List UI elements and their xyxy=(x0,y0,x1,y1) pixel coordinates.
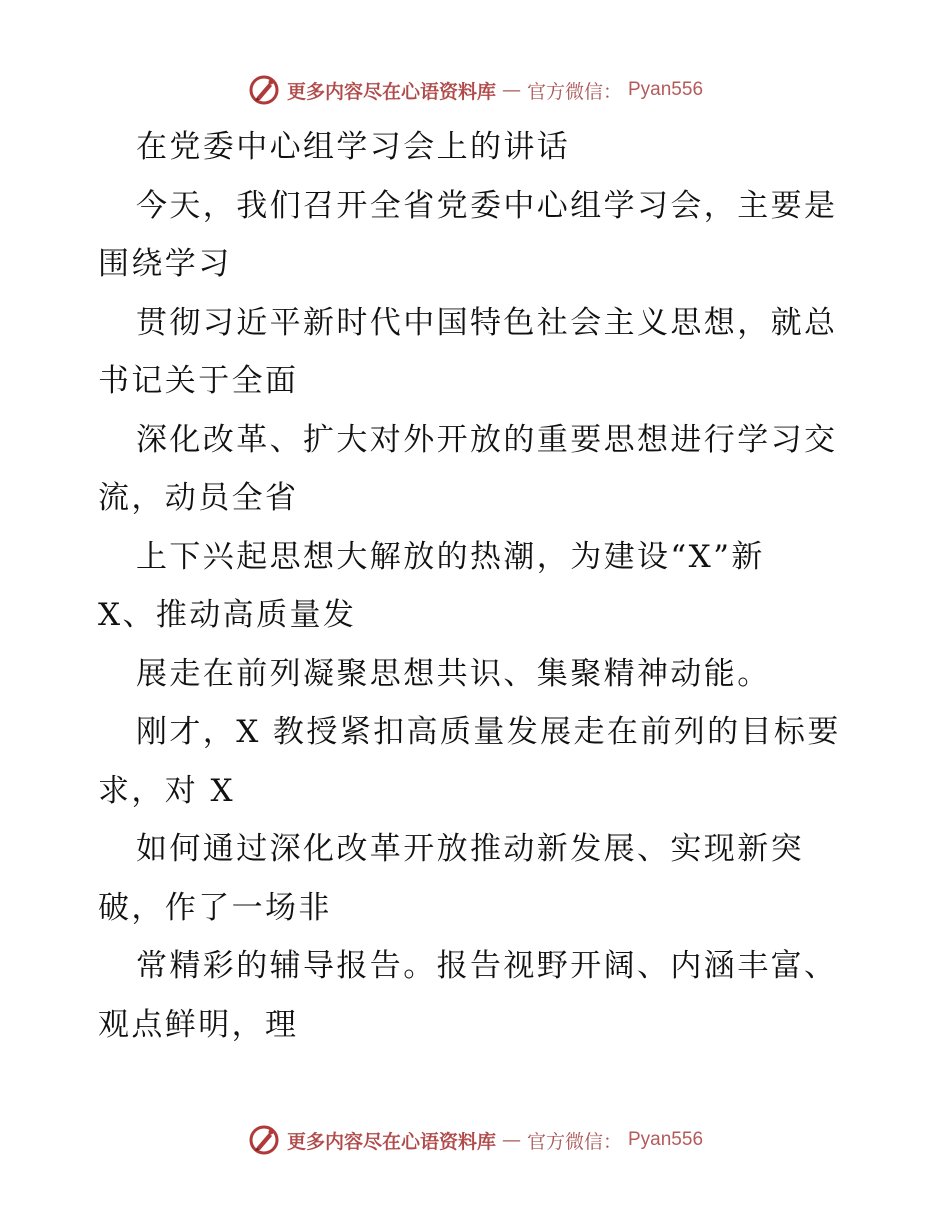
pen-logo-icon xyxy=(247,1123,281,1157)
text-line: 围绕学习 xyxy=(98,246,232,282)
text-line: 刚才，X 教授紧扣高质量发展走在前列的目标要 xyxy=(136,714,841,750)
pen-logo-icon xyxy=(247,73,281,107)
footer-watermark xyxy=(0,1120,950,1160)
watermark-separator: — xyxy=(501,1129,521,1151)
watermark-group xyxy=(247,1123,703,1157)
text-line: X、推动高质量发 xyxy=(98,597,357,633)
text-line: 展走在前列凝聚思想共识、集聚精神动能。 xyxy=(136,655,771,692)
text-line: 求，对 X xyxy=(98,772,235,809)
text-line: 破，作了一场非 xyxy=(98,889,332,926)
text-line: 在党委中心组学习会上的讲话 xyxy=(136,129,571,165)
text-line: 贯彻习近平新时代中国特色社会主义思想，就总 xyxy=(136,304,838,341)
text-line: 上下兴起思想大解放的热潮，为建设“X”新 xyxy=(136,538,765,575)
watermark-wechat-id: Pyan556 xyxy=(628,1129,704,1150)
header-watermark xyxy=(0,70,950,110)
document-body xyxy=(98,118,858,1054)
text-line: 流，动员全省 xyxy=(98,480,299,516)
watermark-brand: 更多内容尽在心语资料库 xyxy=(286,80,496,103)
text-line: 观点鲜明，理 xyxy=(98,1006,299,1043)
text-line: 今天，我们召开全省党委中心组学习会，主要是 xyxy=(136,187,838,224)
watermark-wechat-id: Pyan556 xyxy=(628,79,704,100)
watermark-brand: 更多内容尽在心语资料库 xyxy=(286,1130,496,1153)
text-line: 深化改革、扩大对外开放的重要思想进行学习交 xyxy=(136,421,838,458)
watermark-wechat-label: 官方微信： xyxy=(526,80,622,103)
text-line: 如何通过深化改革开放推动新发展、实现新突 xyxy=(136,831,804,867)
text-line: 常精彩的辅导报告。报告视野开阔、内涵丰富、 xyxy=(136,948,838,984)
text-line: 书记关于全面 xyxy=(98,363,299,399)
watermark-separator: — xyxy=(501,79,521,101)
watermark-wechat-label: 官方微信： xyxy=(526,1130,622,1153)
watermark-group xyxy=(247,73,703,107)
